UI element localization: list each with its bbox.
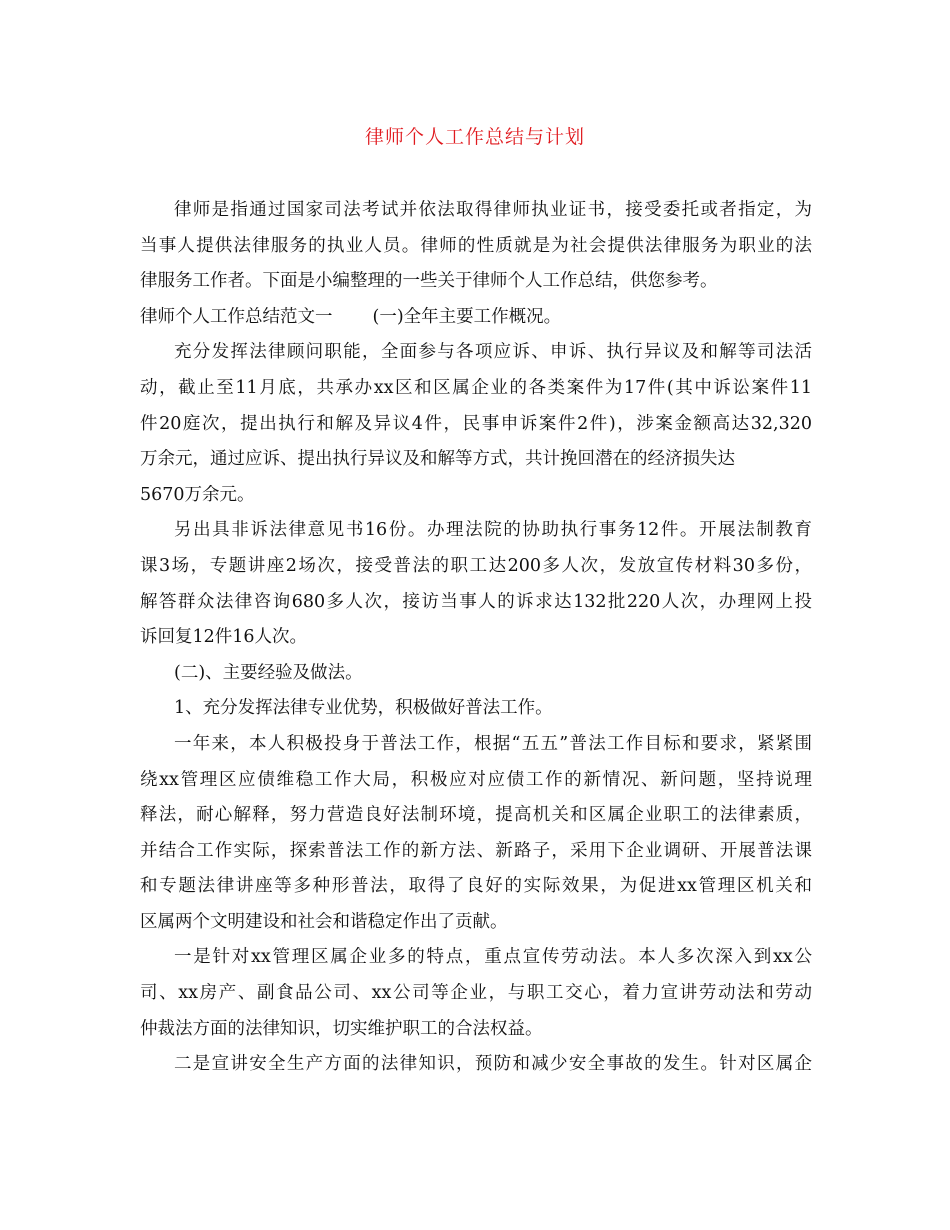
text-line: 解答群众法律咨询680多人次，接访当事人的诉求达132批220人次，办理网上投 xyxy=(140,591,812,612)
text-line: 和专题法律讲座等多种形普法，取得了良好的实际效果，为促进xx管理区机关和 xyxy=(140,876,812,897)
text-line: 释法，耐心解释，努力营造良好法制环境，提高机关和区属企业职工的法律素质， xyxy=(140,805,812,826)
section-heading: 律师个人工作总结范文一 xyxy=(140,306,333,327)
text-line: 律服务工作者。下面是小编整理的一些关于律师个人工作总结，供您参考。 xyxy=(140,271,718,292)
text-line: 诉回复12件16人次。 xyxy=(140,627,308,648)
text-line: 件20庭次，提出执行和解及异议4件，民事申诉案件2件)，涉案金额高达32,320 xyxy=(140,413,812,434)
text-line: 一年来，本人积极投身于普法工作，根据“五五”普法工作目标和要求，紧紧围 xyxy=(174,733,812,754)
text-line: 司、xx房产、副食品公司、xx公司等企业，与职工交心，着力宣讲劳动法和劳动 xyxy=(140,983,812,1004)
text-line: 万余元，通过应诉、提出执行异议及和解等方式，共计挽回潜在的经济损失达 xyxy=(140,449,735,470)
text-line: 当事人提供法律服务的执业人员。律师的性质就是为社会提供法律服务为职业的法 xyxy=(140,235,812,256)
text-line: 律师是指通过国家司法考试并依法取得律师执业证书，接受委托或者指定，为 xyxy=(174,200,812,220)
document-title: 律师个人工作总结与计划 xyxy=(364,126,585,148)
intro-paragraph xyxy=(140,193,812,300)
section-heading-row xyxy=(140,300,812,336)
text-line: 绕xx管理区应债维稳工作大局，积极应对应债工作的新情况、新问题，坚持说理 xyxy=(140,769,812,790)
subsection-heading: (一)全年主要工作概况。 xyxy=(372,306,562,327)
main-content xyxy=(140,335,812,1082)
text-line: 一是针对xx管理区属企业多的特点，重点宣传劳动法。本人多次深入到xx公 xyxy=(174,947,812,968)
text-line: (二)、主要经验及做法。 xyxy=(174,662,363,683)
text-line: 另出具非诉法律意见书16份。办理法院的协助执行事务12件。开展法制教育 xyxy=(174,520,812,541)
text-line: 并结合工作实际，探索普法工作的新方法、新路子，采用下企业调研、开展普法课 xyxy=(140,840,812,861)
text-line: 区属两个文明建设和社会和谐稳定作出了贡献。 xyxy=(140,911,508,932)
text-line: 二是宣讲安全生产方面的法律知识，预防和减少安全事故的发生。针对区属企 xyxy=(174,1054,812,1075)
text-line: 仲裁法方面的法律知识，切实维护职工的合法权益。 xyxy=(140,1018,543,1039)
text-line: 充分发挥法律顾问职能，全面参与各项应诉、申诉、执行异议及和解等司法活 xyxy=(174,342,812,363)
document-body xyxy=(140,193,812,1083)
text-line: 1、充分发挥法律专业优势，积极做好普法工作。 xyxy=(174,698,553,719)
text-line: 动，截止至11月底，共承办xx区和区属企业的各类案件为17件(其中诉讼案件11 xyxy=(140,377,812,398)
text-line: 5670万余元。 xyxy=(140,484,255,505)
text-line: 课3场，专题讲座2场次，接受普法的职工达200多人次，发放宣传材料30多份， xyxy=(140,555,812,576)
